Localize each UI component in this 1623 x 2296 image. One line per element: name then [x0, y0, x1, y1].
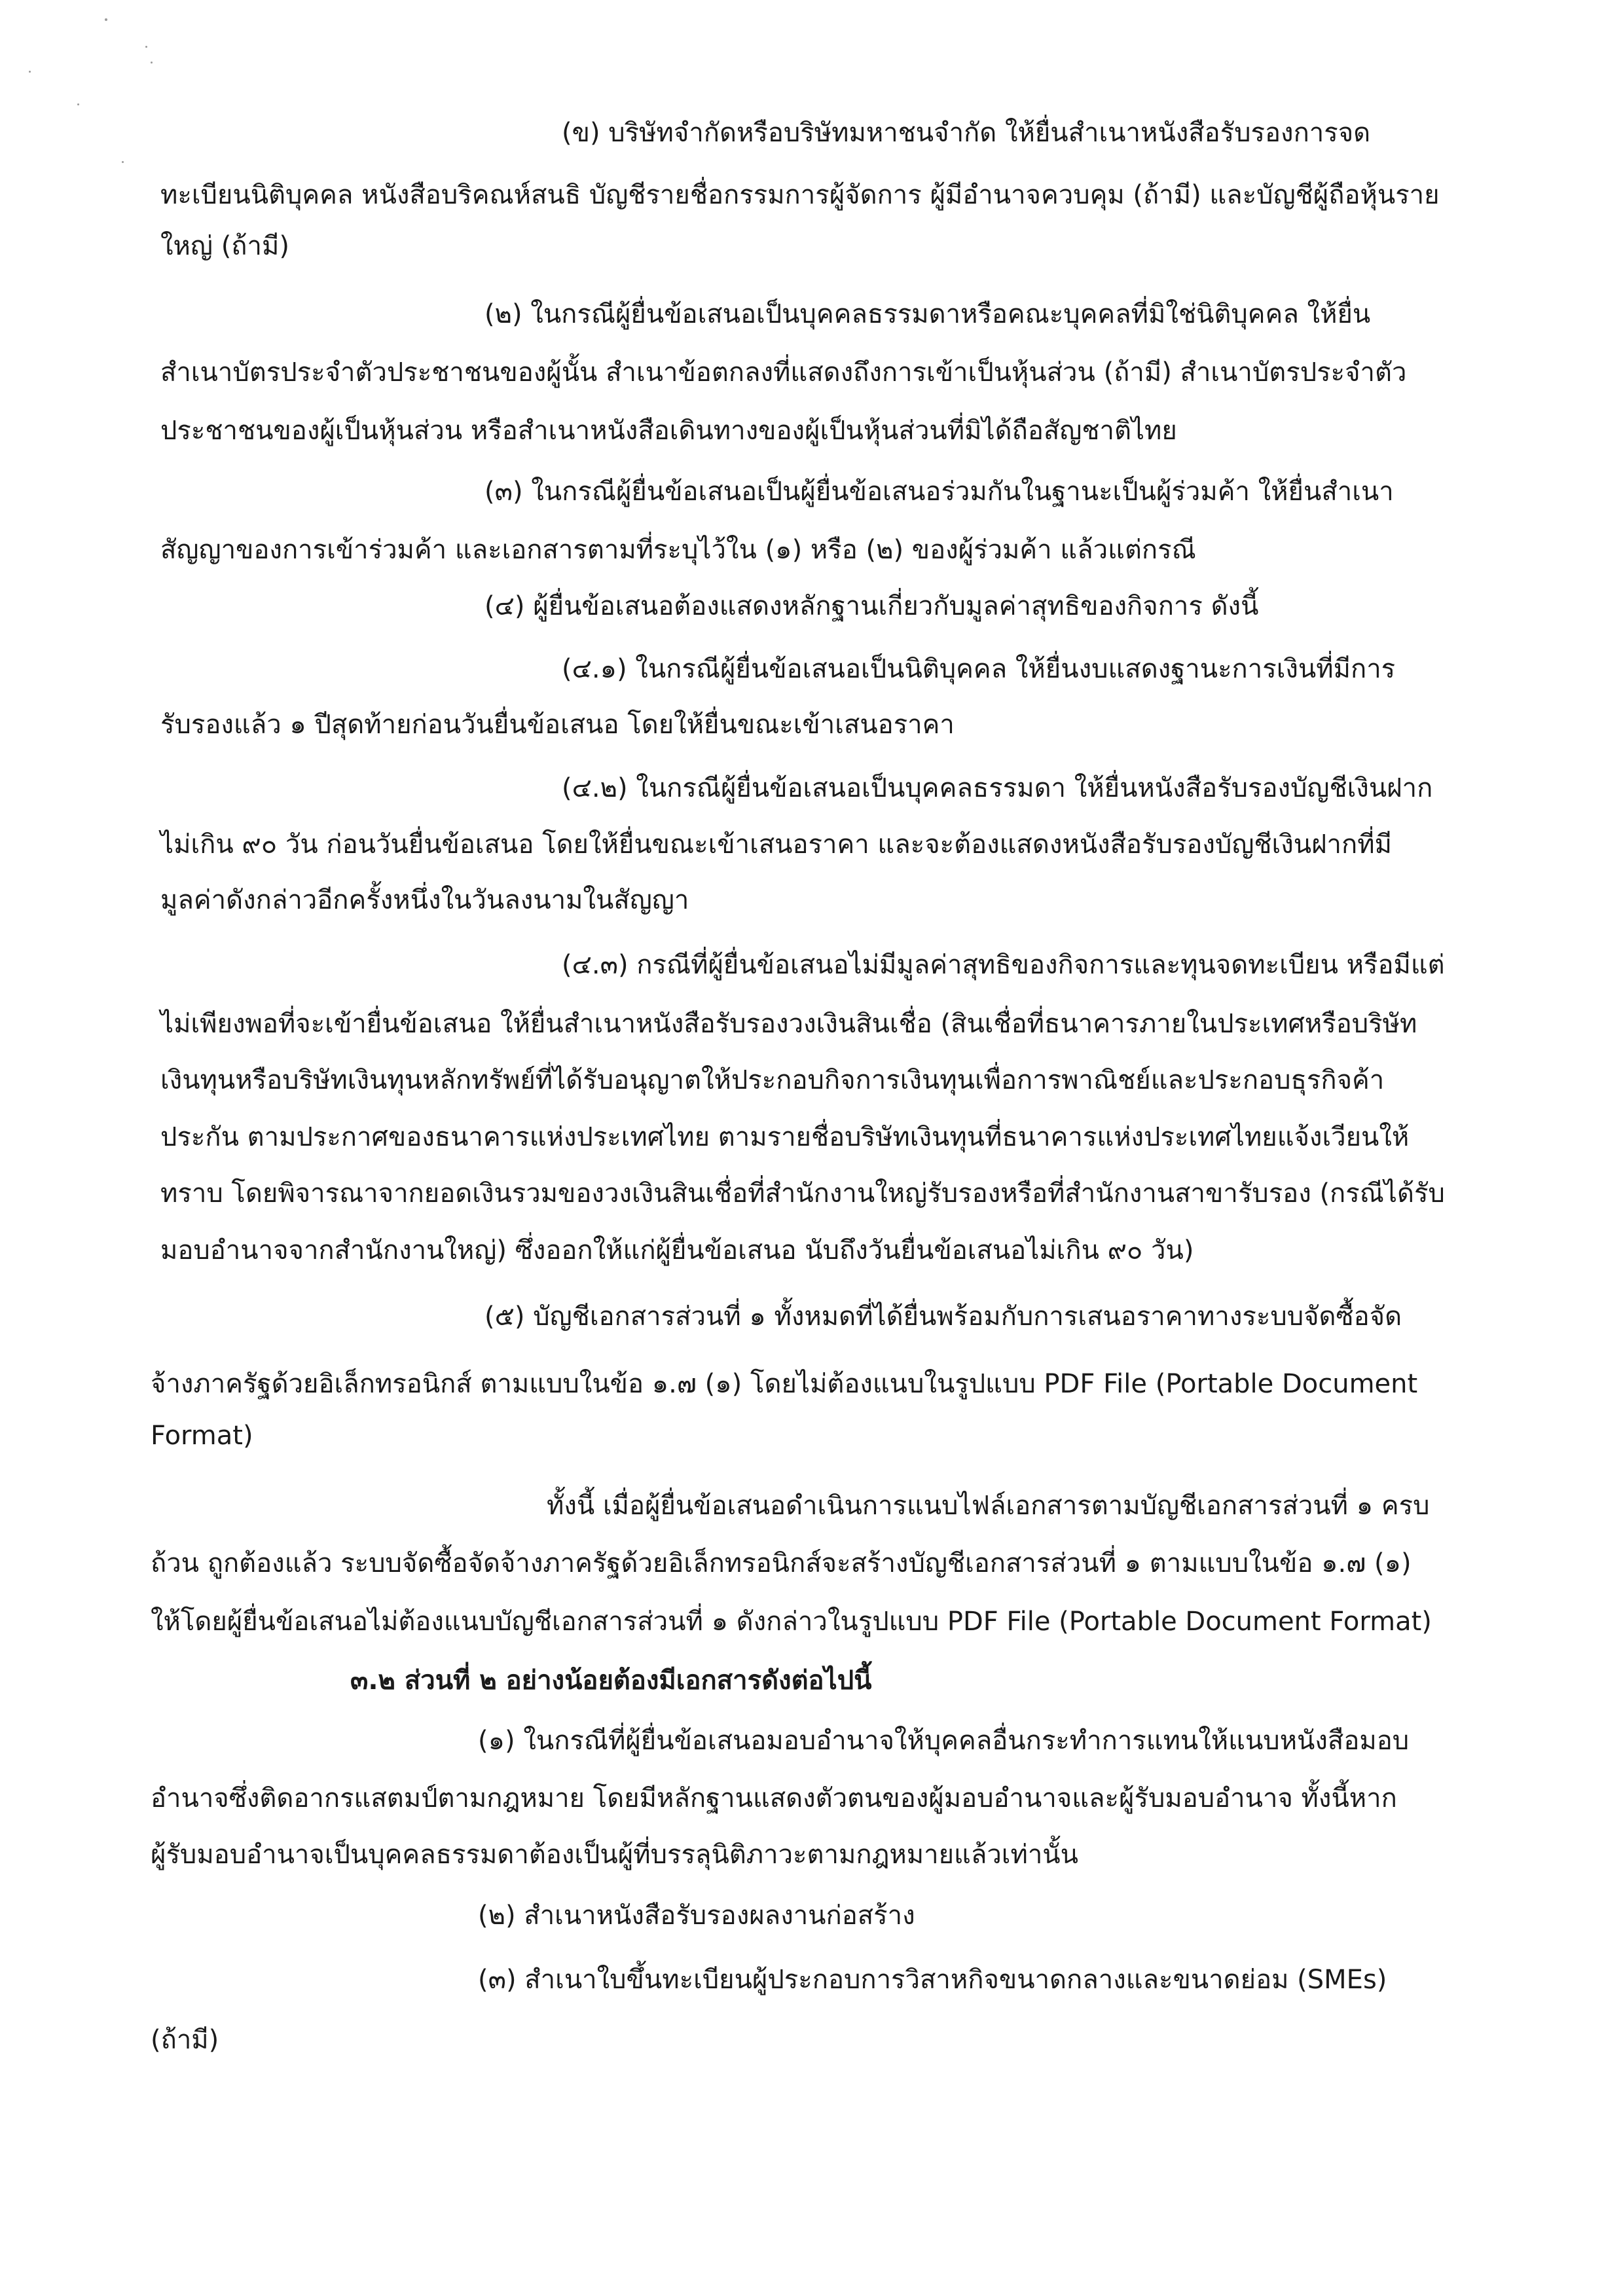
- text-line: มอบอำนาจจากสำนักงานใหญ่) ซึ่งออกให้แก่ผู้ยื่นข้อเสนอ นับถึงวันยื่นข้อเสนอไม่เกิน ๙๐ วัน): [160, 1235, 1194, 1266]
- text-line: Format): [151, 1421, 253, 1451]
- text-line: (๔.๓) กรณีที่ผู้ยื่นข้อเสนอไม่มีมูลค่าสุทธิของกิจการและทุนจดทะเบียน หรือมีแต่: [562, 950, 1445, 980]
- text-line: ประชาชนของผู้เป็นหุ้นส่วน หรือสำเนาหนังสือเดินทางของผู้เป็นหุ้นส่วนที่มิได้ถือสัญชาติไทย: [160, 416, 1177, 446]
- text-line: (ข) บริษัทจำกัดหรือบริษัทมหาชนจำกัด ให้ยื่นสำเนาหนังสือรับรองการจด: [562, 118, 1371, 148]
- scan-speck: [29, 71, 31, 73]
- text-line: ทราบ โดยพิจารณาจากยอดเงินรวมของวงเงินสินเชื่อที่สำนักงานใหญ่รับรองหรือที่สำนักงานสาขารับรอง (กรณีได้รับ: [160, 1178, 1445, 1209]
- scan-speck: [145, 46, 147, 48]
- text-line: ไม่เกิน ๙๐ วัน ก่อนวันยื่นข้อเสนอ โดยให้ยื่นขณะเข้าเสนอราคา และจะต้องแสดงหนังสือรับรองบัญชีเงินฝากที่มี: [160, 829, 1392, 860]
- scan-speck: [77, 103, 79, 105]
- text-line: ทะเบียนนิติบุคคล หนังสือบริคณห์สนธิ บัญชีรายชื่อกรรมการผู้จัดการ ผู้มีอำนาจควบคุม (ถ้ามี) และบัญชีผู้ถือหุ้นราย: [160, 180, 1440, 210]
- text-line: มูลค่าดังกล่าวอีกครั้งหนึ่งในวันลงนามในสัญญา: [160, 885, 689, 915]
- text-line: สำเนาบัตรประจำตัวประชาชนของผู้นั้น สำเนาข้อตกลงที่แสดงถึงการเข้าเป็นหุ้นส่วน (ถ้ามี) สำเนาบัตรประจำตัว: [160, 357, 1407, 388]
- text-line: ไม่เพียงพอที่จะเข้ายื่นข้อเสนอ ให้ยื่นสำเนาหนังสือรับรองวงเงินสินเชื่อ (สินเชื่อที่ธนาคารภายในประเทศหรือบริษัท: [160, 1009, 1417, 1039]
- text-line: (๕) บัญชีเอกสารส่วนที่ ๑ ทั้งหมดที่ได้ยื่นพร้อมกับการเสนอราคาทางระบบจัดซื้อจัด: [484, 1302, 1402, 1332]
- text-line: (๔.๒) ในกรณีผู้ยื่นข้อเสนอเป็นบุคคลธรรมดา ให้ยื่นหนังสือรับรองบัญชีเงินฝาก: [562, 773, 1433, 803]
- text-line: เงินทุนหรือบริษัทเงินทุนหลักทรัพย์ที่ได้รับอนุญาตให้ประกอบกิจการเงินทุนเพื่อการพาณิชย์และประกอบธุรกิจค้า: [160, 1065, 1385, 1095]
- text-line: จ้างภาครัฐด้วยอิเล็กทรอนิกส์ ตามแบบในข้อ ๑.๗ (๑) โดยไม่ต้องแนบในรูปแบบ PDF File (Portable Document: [151, 1369, 1418, 1399]
- text-line: ประกัน ตามประกาศของธนาคารแห่งประเทศไทย ตามรายชื่อบริษัทเงินทุนที่ธนาคารแห่งประเทศไทยแจ้งเวียนให้: [160, 1122, 1410, 1152]
- text-line: (ถ้ามี): [151, 2025, 219, 2055]
- scan-speck: [122, 161, 124, 163]
- text-line: (๒) ในกรณีผู้ยื่นข้อเสนอเป็นบุคคลธรรมดาหรือคณะบุคคลที่มิใช่นิติบุคคล ให้ยื่น: [484, 299, 1371, 329]
- text-line: อำนาจซึ่งติดอากรแสตมป์ตามกฎหมาย โดยมีหลักฐานแสดงตัวตนของผู้มอบอำนาจและผู้รับมอบอำนาจ ทั้งนี้หาก: [151, 1783, 1397, 1813]
- text-line: ผู้รับมอบอำนาจเป็นบุคคลธรรมดาต้องเป็นผู้ที่บรรลุนิติภาวะตามกฎหมายแล้วเท่านั้น: [151, 1840, 1078, 1870]
- text-line: (๔.๑) ในกรณีผู้ยื่นข้อเสนอเป็นนิติบุคคล ให้ยื่นงบแสดงฐานะการเงินที่มีการ: [562, 654, 1396, 684]
- text-line: (๓) ในกรณีผู้ยื่นข้อเสนอเป็นผู้ยื่นข้อเสนอร่วมกันในฐานะเป็นผู้ร่วมค้า ให้ยื่นสำเนา: [484, 477, 1394, 507]
- scan-speck: [105, 18, 107, 21]
- text-line: สัญญาของการเข้าร่วมค้า และเอกสารตามที่ระบุไว้ใน (๑) หรือ (๒) ของผู้ร่วมค้า แล้วแต่กรณี: [160, 535, 1196, 565]
- scan-speck: [151, 62, 153, 64]
- text-line: ให้โดยผู้ยื่นข้อเสนอไม่ต้องแนบบัญชีเอกสารส่วนที่ ๑ ดังกล่าวในรูปแบบ PDF File (Portable Document Format): [151, 1607, 1432, 1637]
- section-heading: ๓.๒ ส่วนที่ ๒ อย่างน้อยต้องมีเอกสารดังต่อไปนี้: [350, 1666, 872, 1696]
- text-line: ถ้วน ถูกต้องแล้ว ระบบจัดซื้อจัดจ้างภาครัฐด้วยอิเล็กทรอนิกส์จะสร้างบัญชีเอกสารส่วนที่ ๑ ตามแบบในข้อ ๑.๗ (๑): [151, 1548, 1412, 1578]
- text-line: ทั้งนี้ เมื่อผู้ยื่นข้อเสนอดำเนินการแนบไฟล์เอกสารตามบัญชีเอกสารส่วนที่ ๑ ครบ: [547, 1491, 1430, 1521]
- text-line: (๓) สำเนาใบขึ้นทะเบียนผู้ประกอบการวิสาหกิจขนาดกลางและขนาดย่อม (SMEs): [478, 1965, 1387, 1995]
- text-line: ใหญ่ (ถ้ามี): [160, 231, 289, 261]
- text-line: (๔) ผู้ยื่นข้อเสนอต้องแสดงหลักฐานเกี่ยวกับมูลค่าสุทธิของกิจการ ดังนี้: [484, 591, 1259, 621]
- text-line: (๑) ในกรณีที่ผู้ยื่นข้อเสนอมอบอำนาจให้บุคคลอื่นกระทำการแทนให้แนบหนังสือมอบ: [478, 1726, 1410, 1756]
- text-line: รับรองแล้ว ๑ ปีสุดท้ายก่อนวันยื่นข้อเสนอ โดยให้ยื่นขณะเข้าเสนอราคา: [160, 710, 955, 740]
- text-line: (๒) สำเนาหนังสือรับรองผลงานก่อสร้าง: [478, 1901, 915, 1931]
